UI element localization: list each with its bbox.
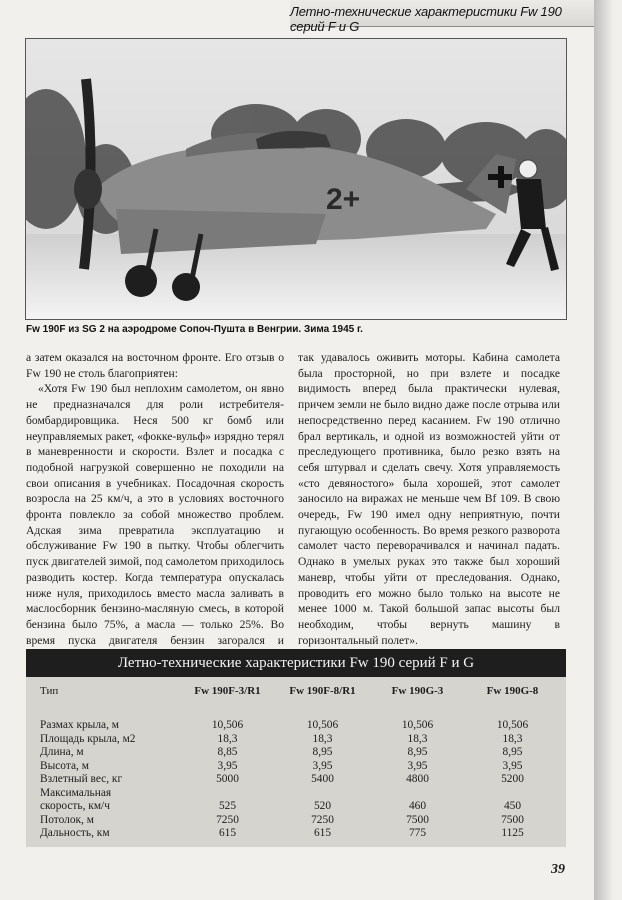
row-label: Высота, м <box>40 759 89 772</box>
fuselage-marking: 2+ <box>326 183 361 216</box>
row-label: Дальность, км <box>40 827 110 839</box>
cell: 7250 <box>216 813 239 826</box>
body-column-left <box>26 350 284 664</box>
row-label: Максимальная <box>40 786 112 799</box>
cell: 5000 <box>216 773 239 785</box>
table-row <box>40 719 560 733</box>
column-header: Fw 190F-8/R1 <box>289 685 356 697</box>
cell <box>370 787 465 801</box>
cell: 10,506 <box>306 719 339 731</box>
cell: 3,95 <box>312 759 333 772</box>
cell: 5400 <box>311 773 334 785</box>
table-row <box>40 733 560 747</box>
cell: 3,95 <box>217 759 238 772</box>
paragraph: а затем оказался на восточном фронте. Его отзыв о Fw 190 не столь благоприятен: <box>26 351 284 380</box>
row-label: Взлетный вес, кг <box>40 773 123 785</box>
column-header: Fw 190F-3/R1 <box>194 685 261 697</box>
cell: 7500 <box>406 813 429 826</box>
cell: 18,3 <box>407 732 428 745</box>
cell: 10,506 <box>496 719 529 731</box>
cell: 525 <box>218 800 237 812</box>
column-header: Fw 190G-8 <box>486 685 539 697</box>
cell: 520 <box>313 800 332 812</box>
cell: 460 <box>408 800 427 812</box>
table-row <box>40 814 560 828</box>
cell: 450 <box>503 800 522 812</box>
table-row <box>40 787 560 801</box>
page-number: 39 <box>551 862 565 877</box>
aircraft-photo <box>25 38 567 320</box>
specs-table <box>40 685 560 841</box>
cell <box>180 787 275 801</box>
row-label: Площадь крыла, м2 <box>40 732 136 745</box>
row-label: Длина, м <box>40 746 84 758</box>
table-row <box>40 827 560 841</box>
cell: 3,95 <box>502 759 523 772</box>
specs-header-row <box>40 685 560 719</box>
cell <box>465 787 560 801</box>
specs-table-block <box>26 649 566 847</box>
running-header <box>290 0 622 34</box>
row-label: Размах крыла, м <box>40 719 119 731</box>
table-row <box>40 760 560 774</box>
table-row <box>40 800 560 814</box>
cell: 4800 <box>406 773 429 785</box>
row-label: Потолок, м <box>40 813 94 826</box>
paragraph: «Хотя Fw 190 был неплохим самолетом, он явно не предназначался для роли истребителя-бомбардировщика. Неся 500 кг бомб или неуправляемых ракет, «фокке-вульф» изрядно терял в маневренности и скорости. Взлет и посадка с подобной нагрузкой совершенно не походили на свои описания в учебниках. Посадочная скорость возросла на 25 км/ч, а это в условиях восточного фронта повлекло за собой множество проблем. Адская зима превратила эксплуатацию и обслуживание Fw 190 в пытку. Чтобы облегчить пуск двигателей зимой, под самолетом приходилось разводить костер. Когда температура опускалась ниже нуля, приходилось вместо масла заливать в маслосборник бензино-масляную смесь, в которой бензина было 75%, а масла — только 25%. Во время пуска двигателя бензин загорался и <box>26 382 284 647</box>
cell: 10,506 <box>211 719 244 731</box>
table-row <box>40 746 560 760</box>
cell: 615 <box>313 827 332 839</box>
cell: 615 <box>218 827 237 839</box>
cell: 775 <box>408 827 427 839</box>
body-column-right <box>298 350 560 648</box>
paragraph: так удавалось оживить моторы. Кабина самолета была просторной, но при взлете и посадке видимость вперед была практически нулевая, причем земли не было видно даже после отрыва или непосредственно перед касанием. Fw 190 отлично брал вертикаль, и одной из возможностей уйти от преследующего противника, было резко взять на себя штурвал и сделать свечу. Хотя управляемость «сто девяностого» была хорошей, этот самолет заносило на виражах не меньше чем Bf 109. В свою очередь, Fw 190 имел одну неприятную, почти пугающую особенность. Во время резкого разворота самолет часто переворачивался и начинал падать. Однако в умелых руках это также был хороший маневр, чтобы уйти от преследования. Однако, проводить его можно было только на высоте не менее 1000 м. Такой большой запас высоты был необходим, чтобы вернуть машину в горизонтальный полет». <box>298 351 560 647</box>
type-label: Тип <box>40 685 59 697</box>
cell: 3,95 <box>407 759 428 772</box>
column-header: Fw 190G-3 <box>391 685 444 697</box>
cell: 18,3 <box>502 732 523 745</box>
cell: 8,95 <box>407 746 428 758</box>
cell: 8,95 <box>502 746 523 758</box>
cell <box>275 787 370 801</box>
cell: 1125 <box>501 827 524 839</box>
cell: 8,85 <box>217 746 238 758</box>
cell: 18,3 <box>312 732 333 745</box>
photo-caption: Fw 190F из SG 2 на аэродроме Сопоч-Пушта в Венгрии. Зима 1945 г. <box>26 324 363 335</box>
cell: 8,95 <box>312 746 333 758</box>
cell: 7500 <box>501 813 524 826</box>
running-header-title: Летно-технические характеристики Fw 190 серий F и G <box>290 4 562 34</box>
cell: 18,3 <box>217 732 238 745</box>
page-edge-shading <box>594 0 622 900</box>
cell: 5200 <box>501 773 524 785</box>
specs-table-title: Летно-технические характеристики Fw 190 серий F и G <box>26 649 566 677</box>
cell: 10,506 <box>401 719 434 731</box>
row-label: скорость, км/ч <box>40 800 110 812</box>
table-row <box>40 773 560 787</box>
cell: 7250 <box>311 813 334 826</box>
